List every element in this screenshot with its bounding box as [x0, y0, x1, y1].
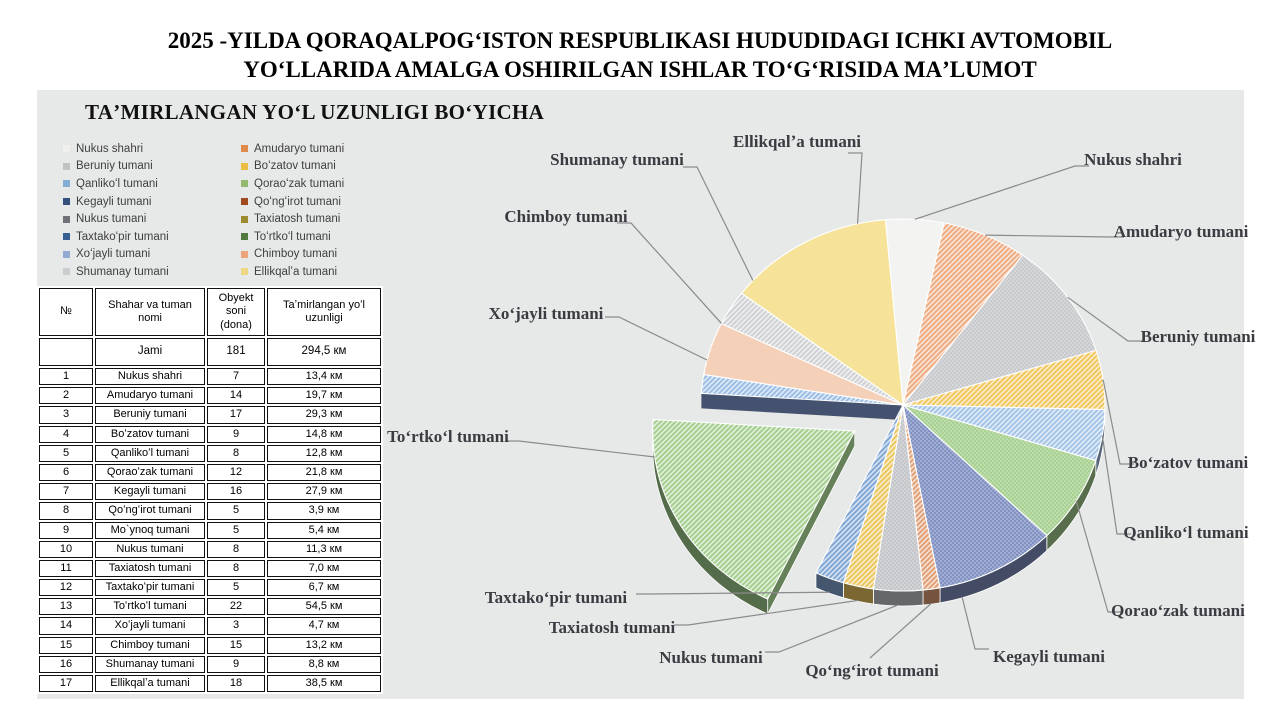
table-cell: 294,5 км	[267, 338, 381, 366]
legend-label: Taxiatosh tumani	[254, 213, 341, 226]
leader-line	[848, 153, 862, 224]
table-cell: 6	[39, 464, 93, 481]
page-title-line1: 2025 -YILDA QORAQALPOGʻISTON RESPUBLIKASI HUDUDIDAGI ICHKI AVTOMOBIL	[167, 28, 1113, 53]
pie-label: Nukus tumani	[659, 648, 763, 667]
legend-label: Qoraoʻzak tumani	[254, 177, 345, 190]
pie-rim	[873, 589, 923, 606]
pie-label: Chimboy tumani	[504, 207, 628, 226]
legend-label: Shumanay tumani	[76, 265, 169, 278]
table-cell: Shumanay tumani	[95, 656, 205, 673]
leader-line	[985, 235, 1124, 237]
table-cell: Nukus tumani	[95, 541, 205, 558]
chart-subtitle: TAʼMIRLANGAN YOʻL UZUNLIGI BOʻYICHA	[85, 100, 545, 124]
table-cell: Nukus shahri	[95, 368, 205, 385]
table-cell: 21,8 км	[267, 464, 381, 481]
legend-label: Nukus shahri	[76, 142, 144, 155]
table-cell: 15	[207, 637, 265, 654]
table-cell: Jami	[95, 338, 205, 366]
table-cell: 2	[39, 387, 93, 404]
table-cell: 16	[39, 656, 93, 673]
table-cell: 38,5 км	[267, 675, 381, 692]
table-cell: 27,9 км	[267, 483, 381, 500]
table-cell: Chimboy tumani	[95, 637, 205, 654]
legend-label: Amudaryo tumani	[254, 142, 345, 155]
leader-line	[870, 603, 932, 658]
table-cell: Ellikqalʼa tumani	[95, 675, 205, 692]
legend-label: Beruniy tumani	[76, 160, 153, 173]
table-cell: 1	[39, 368, 93, 385]
table-cell: 3,9 км	[267, 502, 381, 519]
table-cell: 7	[207, 368, 265, 385]
table-cell: 13	[39, 598, 93, 615]
table-cell: 29,3 км	[267, 406, 381, 423]
table-cell: 12,8 км	[267, 445, 381, 462]
leader-line	[915, 166, 1089, 219]
table-cell: 13,4 км	[267, 368, 381, 385]
table-cell: 5	[39, 445, 93, 462]
table-cell: 8,8 км	[267, 656, 381, 673]
legend-label: Qanlikoʻl tumani	[76, 177, 158, 190]
leader-line	[683, 167, 753, 281]
table-cell: 15	[39, 637, 93, 654]
table-cell: Obyekt soni (dona)	[207, 288, 265, 336]
table-cell: Mo`ynoq tumani	[95, 522, 205, 539]
table-cell: 19,7 км	[267, 387, 381, 404]
table-cell: 5,4 км	[267, 522, 381, 539]
legend-label: Xoʻjayli tumani	[76, 248, 151, 261]
pie-label: Taxiatosh tumani	[548, 618, 676, 637]
table-cell: 5	[207, 579, 265, 596]
pie-label: Amudaryo tumani	[1113, 222, 1249, 241]
table-cell: 4,7 км	[267, 617, 381, 634]
table-cell: Boʻzatov tumani	[95, 426, 205, 443]
table-cell: 11	[39, 560, 93, 577]
table-cell: 14	[207, 387, 265, 404]
table-cell: 14,8 км	[267, 426, 381, 443]
leader-line	[765, 605, 898, 652]
leader-line	[605, 317, 707, 360]
table-cell: Xoʻjayli tumani	[95, 617, 205, 634]
pie-label: Beruniy tumani	[1140, 327, 1256, 346]
table-cell: Kegayli tumani	[95, 483, 205, 500]
legend-label: Boʻzatov tumani	[254, 160, 336, 173]
table-cell: 10	[39, 541, 93, 558]
leader-line	[962, 597, 989, 649]
table-cell: 5	[207, 522, 265, 539]
legend-label: Nukus tumani	[76, 213, 147, 226]
pie-label: Qoʻngʻirot tumani	[805, 661, 939, 680]
pie-label: Nukus shahri	[1084, 150, 1182, 169]
pie-label: Toʻrtkoʻl tumani	[387, 427, 509, 446]
table-cell: 12	[207, 464, 265, 481]
table-cell: 11,3 км	[267, 541, 381, 558]
table-cell: 22	[207, 598, 265, 615]
table-cell: 18	[207, 675, 265, 692]
table-cell: Taxtakoʻpir tumani	[95, 579, 205, 596]
pie-label: Taxtakoʻpir tumani	[484, 588, 628, 607]
table-cell: 14	[39, 617, 93, 634]
legend-label: Chimboy tumani	[254, 248, 338, 261]
pie-label: Ellikqalʼa tumani	[732, 132, 862, 151]
table-cell: 7	[39, 483, 93, 500]
table-cell: 7,0 км	[267, 560, 381, 577]
table-cell: 9	[39, 522, 93, 539]
table-cell: Shahar va tuman nomi	[95, 288, 205, 336]
pie-label: Kegayli tumani	[993, 647, 1105, 666]
table-cell: Qoʻngʻirot tumani	[95, 502, 205, 519]
table-cell: Qanlikoʻl tumani	[95, 445, 205, 462]
table-cell: Toʻrtkoʻl tumani	[95, 598, 205, 615]
leader-line	[1103, 380, 1134, 464]
table-cell: Beruniy tumani	[95, 406, 205, 423]
pie-rim	[923, 588, 940, 605]
leader-line	[505, 441, 655, 457]
pie-label: Qoraoʻzak tumani	[1111, 601, 1245, 620]
pie-label: Shumanay tumani	[550, 150, 684, 169]
legend-label: Toʻrtkoʻl tumani	[254, 230, 331, 243]
table-cell: 8	[207, 541, 265, 558]
table-cell: Taʼmirlangan yoʻl uzunligi	[267, 288, 381, 336]
table-cell: Qoraoʻzak tumani	[95, 464, 205, 481]
legend-label: Taxtakoʻpir tumani	[76, 230, 169, 243]
table-cell: 6,7 км	[267, 579, 381, 596]
table-cell: 12	[39, 579, 93, 596]
legend-label: Kegayli tumani	[76, 195, 152, 208]
pie-label: Qanlikoʻl tumani	[1123, 523, 1249, 542]
table-cell: 8	[207, 445, 265, 462]
pie-label: Boʻzatov tumani	[1127, 453, 1249, 472]
legend-label: Ellikqalʼa tumani	[254, 265, 338, 278]
table-cell: 17	[207, 406, 265, 423]
table-cell: Taxiatosh tumani	[95, 560, 205, 577]
leader-line	[617, 223, 721, 323]
table-cell: 54,5 км	[267, 598, 381, 615]
table-cell: 9	[207, 656, 265, 673]
table-cell: 181	[207, 338, 265, 366]
table-cell: 17	[39, 675, 93, 692]
table-cell: 13,2 км	[267, 637, 381, 654]
table-cell: 4	[39, 426, 93, 443]
table-cell: Amudaryo tumani	[95, 387, 205, 404]
table-cell: №	[39, 288, 93, 336]
table-cell: 9	[207, 426, 265, 443]
table-cell: 5	[207, 502, 265, 519]
pie-label: Xoʻjayli tumani	[488, 304, 604, 323]
legend-label: Qoʻngʻirot tumani	[254, 195, 341, 208]
table-cell: 3	[39, 406, 93, 423]
table-cell: 8	[39, 502, 93, 519]
table-cell: 16	[207, 483, 265, 500]
page-title-line2: YOʻLLARIDA AMALGA OSHIRILGAN ISHLAR TOʻGʻRISIDA MAʼLUMOT	[243, 57, 1037, 83]
table-cell: 3	[207, 617, 265, 634]
table-cell: 8	[207, 560, 265, 577]
